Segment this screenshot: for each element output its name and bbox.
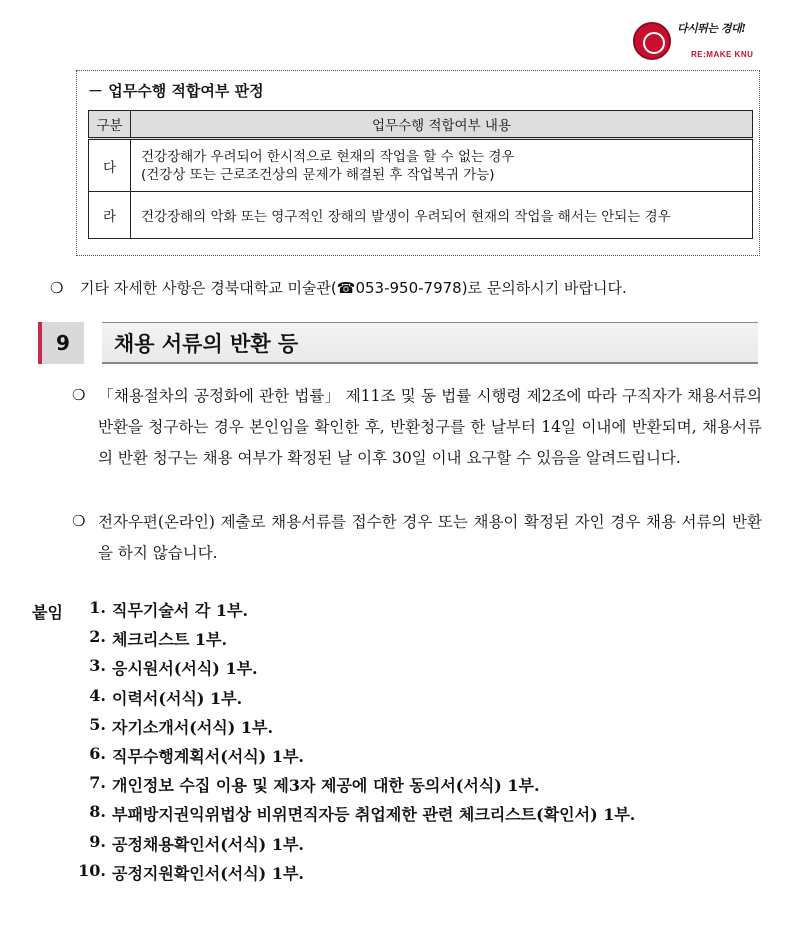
list-item: 10. 공정지원확인서(서식) 1부. (78, 860, 304, 883)
fitness-box-title: － 업무수행 적합여부 판정 (88, 82, 264, 100)
university-logo (633, 20, 765, 64)
list-item: 4. 이력서(서식) 1부. (89, 685, 243, 708)
logo-subtext: RE:MAKE KNU (691, 50, 754, 59)
table-cell-content: 건강장해의 악화 또는 영구적인 장해의 발생이 우려되어 현재의 작업을 해서는 안되는 경우 (131, 192, 753, 239)
circle-bullet-icon: ❍ (72, 512, 86, 530)
list-item: 5. 자기소개서(서식) 1부. (89, 714, 274, 737)
table-cell-content (131, 139, 753, 192)
circle-bullet-icon: ❍ (50, 279, 64, 297)
list-item: 2. 체크리스트 1부. (89, 627, 228, 650)
table-row (89, 192, 753, 239)
list-item: 3. 응시원서(서식) 1부. (89, 656, 258, 679)
university-seal-icon (633, 22, 671, 60)
paragraph-no-return: 전자우편(온라인) 제출로 채용서류를 접수한 경우 또는 채용이 확정된 자인 경우 채용 서류의 반환을 하지 않습니다. (98, 513, 762, 562)
list-item: 6. 직무수행계획서(서식) 1부. (89, 743, 304, 766)
attachments-list (70, 598, 635, 890)
contact-note-text: 기타 자세한 사항은 경북대학교 미술관(☎053-950-7978)로 문의하시기 바랍니다. (80, 279, 627, 297)
list-item: 1. 직무기술서 각 1부. (89, 598, 249, 620)
table-cell-line: (건강상 또는 근로조건상의 문제가 해결된 후 작업복귀 가능) (141, 166, 495, 183)
attachments-label: 붙임 (32, 603, 63, 622)
contact-note (50, 277, 627, 298)
logo-slogan: 다시뛰는 경대! (677, 22, 746, 35)
circle-bullet-icon: ❍ (72, 386, 86, 404)
list-item: 9. 공정채용확인서(서식) 1부. (89, 831, 304, 854)
table-cell-grade: 다 (89, 139, 131, 192)
list-item: 7. 개인정보 수집 이용 및 제3자 제공에 대한 동의서(서식) 1부. (89, 773, 540, 796)
fitness-table (88, 110, 753, 239)
paragraph-return-claim: 「채용절차의 공정화에 관한 법률」 제11조 및 동 법률 시행령 제2조에 따라 구직자가 채용서류의 반환을 청구하는 경우 본인임을 확인한 후, 반환청구를 한 날부터 14일 이내에 반환되며, 채용서류의 반환 청구는 채용 여부가 확정된 날 이후 30일 이내 요구할 수 있음을 알려드립니다. (98, 387, 762, 467)
table-cell-line: 건강장해가 우려되어 한시적으로 현재의 작업을 할 수 없는 경우 (141, 148, 515, 165)
section-number: 9 (38, 322, 84, 364)
table-row (89, 139, 753, 192)
table-header-grade: 구분 (89, 111, 131, 139)
section-title: 채용 서류의 반환 등 (102, 322, 758, 364)
table-header-content: 업무수행 적합여부 내용 (131, 111, 753, 139)
table-header-row (89, 111, 753, 139)
list-item: 8. 부패방지권익위법상 비위면직자등 취업제한 관련 체크리스트(확인서) 1부. (89, 802, 636, 825)
table-cell-grade: 라 (89, 192, 131, 239)
